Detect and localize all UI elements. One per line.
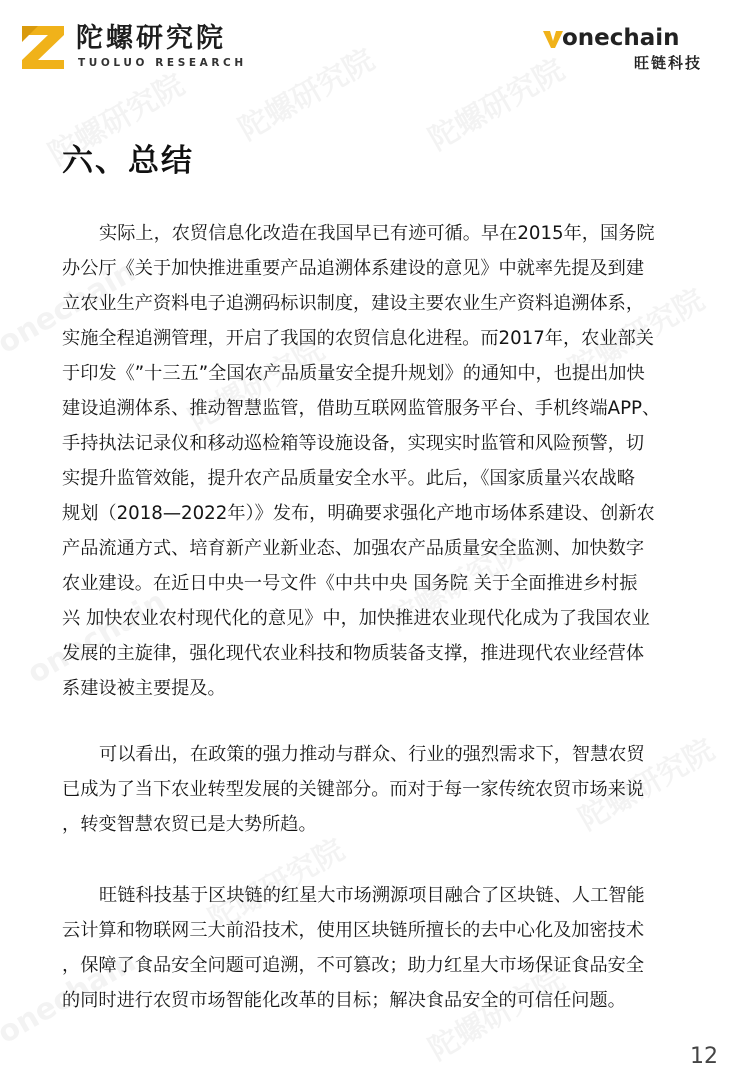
text-line: 兴 加快农业农村现代化的意见》中，加快推进农业现代化成为了我国农业 bbox=[62, 608, 650, 629]
text-line: 实提升监管效能，提升农产品质量安全水平。此后，《国家质量兴农战略 bbox=[62, 468, 635, 489]
text-line: 立农业生产资料电子追溯码标识制度，建设主要农业生产资料追溯体系， bbox=[62, 293, 645, 314]
logo-name-cn: 陀螺研究院 bbox=[76, 23, 226, 54]
logo-name-cn: 旺链科技 bbox=[633, 54, 702, 72]
text-line: 手持执法记录仪和移动巡检箱等设施设备，实现实时监管和风险预警，切 bbox=[62, 433, 645, 454]
onechain-logo bbox=[542, 26, 702, 76]
text-line: 系建设被主要提及。 bbox=[62, 678, 226, 699]
text-line: 规划（2018—2022年）》发布，明确要求强化产地市场体系建设、创新农 bbox=[62, 503, 655, 524]
text-line: 产品流通方式、培育新产业新业态、加强农产品质量安全监测、加快数字 bbox=[62, 538, 645, 559]
text-line: 建设追溯体系、推动智慧监管，借助互联网监管服务平台、手机终端APP、 bbox=[62, 398, 661, 419]
text-line: 的同时进行农贸市场智能化改革的目标；解决食品安全的可信任问题。 bbox=[62, 990, 626, 1011]
text-line: 旺链科技基于区块链的红星大市场溯源项目融合了区块链、人工智能 bbox=[99, 885, 645, 906]
text-line: 发展的主旋律，强化现代农业科技和物质装备支撑，推进现代农业经营体 bbox=[62, 643, 645, 664]
z-logo-icon bbox=[18, 22, 68, 72]
section-title: 六、总结 bbox=[62, 143, 194, 179]
logo-name-en: TUOLUO RESEARCH bbox=[78, 57, 247, 69]
paragraph bbox=[62, 878, 692, 1018]
text-line: 实际上，农贸信息化改造在我国早已有迹可循。早在2015年，国务院 bbox=[99, 223, 655, 244]
text-line: ，转变智慧农贸已是大势所趋。 bbox=[62, 814, 317, 835]
paragraph bbox=[62, 737, 692, 842]
page-number: 12 bbox=[690, 1044, 718, 1069]
text-line: 实施全程追溯管理，开启了我国的农贸信息化进程。而2017年，农业部关 bbox=[62, 328, 654, 349]
text-line: 已成为了当下农业转型发展的关键部分。而对于每一家传统农贸市场来说 bbox=[62, 779, 645, 800]
text-line: 农业建设。在近日中央一号文件《中共中央 国务院 关于全面推进乡村振 bbox=[62, 573, 638, 594]
text-line: 云计算和物联网三大前沿技术，使用区块链所擅长的去中心化及加密技术 bbox=[62, 920, 645, 941]
paragraph bbox=[62, 216, 692, 706]
text-line: ，保障了食品安全问题可追溯，不可篡改；助力红星大市场保证食品安全 bbox=[62, 955, 645, 976]
logo-name-en: onechain bbox=[562, 25, 680, 51]
text-line: 办公厅《关于加快推进重要产品追溯体系建设的意见》中就率先提及到建 bbox=[62, 258, 645, 279]
text-line: 于印发《”十三五”全国农产品质量安全提升规划》的通知中，也提出加快 bbox=[62, 363, 645, 384]
text-line: 可以看出，在政策的强力推动与群众、行业的强烈需求下，智慧农贸 bbox=[99, 744, 645, 765]
page-header bbox=[0, 0, 750, 90]
v-logo-icon bbox=[542, 28, 564, 50]
